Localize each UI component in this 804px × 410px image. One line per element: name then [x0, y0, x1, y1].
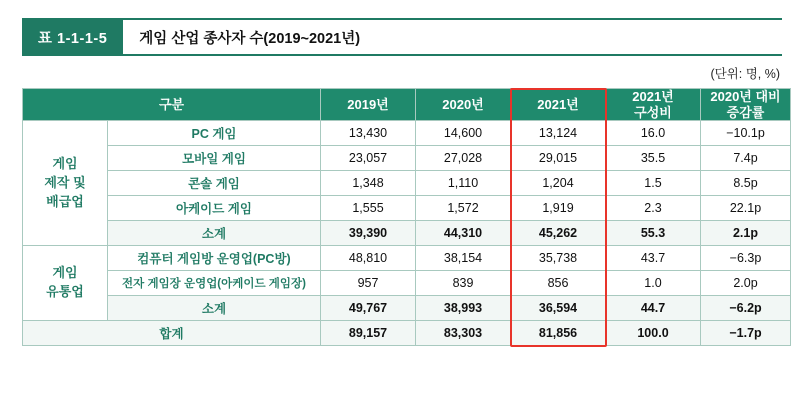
header-change-rate-line1: 2020년 대비 — [710, 89, 781, 104]
cell-2020: 1,110 — [416, 171, 511, 196]
unit-note: (단위: 명, %) — [710, 67, 780, 81]
table-header-row — [23, 89, 791, 121]
table-row-subtotal — [23, 221, 791, 246]
cell-share: 44.7 — [606, 296, 701, 321]
cell-2020: 38,154 — [416, 246, 511, 271]
group-label-line1: 게임 — [52, 265, 78, 281]
cell-2019: 1,555 — [321, 196, 416, 221]
row-label: PC 게임 — [108, 121, 321, 146]
cell-2019: 48,810 — [321, 246, 416, 271]
header-2021-share — [606, 89, 701, 121]
cell-2020: 14,600 — [416, 121, 511, 146]
cell-change: 2.0p — [701, 271, 791, 296]
cell-change: −10.1p — [701, 121, 791, 146]
table-row — [23, 271, 791, 296]
cell-change: 7.4p — [701, 146, 791, 171]
header-category: 구분 — [23, 89, 321, 121]
cell-2021: 36,594 — [511, 296, 606, 321]
cell-2021: 13,124 — [511, 121, 606, 146]
cell-2019: 89,157 — [321, 321, 416, 346]
cell-change: 8.5p — [701, 171, 791, 196]
table-row-total — [23, 321, 791, 346]
cell-share: 2.3 — [606, 196, 701, 221]
table-title: 게임 산업 종사자 수(2019~2021년) — [139, 30, 361, 47]
cell-2019: 13,430 — [321, 121, 416, 146]
row-label: 모바일 게임 — [108, 146, 321, 171]
group-label-line2: 유통업 — [46, 284, 84, 300]
employment-table — [22, 88, 791, 346]
cell-2020: 1,572 — [416, 196, 511, 221]
cell-2020: 83,303 — [416, 321, 511, 346]
cell-2021: 29,015 — [511, 146, 606, 171]
cell-change: 2.1p — [701, 221, 791, 246]
header-change-rate — [701, 89, 791, 121]
cell-2020: 44,310 — [416, 221, 511, 246]
cell-2019: 957 — [321, 271, 416, 296]
cell-share: 43.7 — [606, 246, 701, 271]
cell-2019: 49,767 — [321, 296, 416, 321]
header-2021-share-line2: 구성비 — [634, 104, 672, 120]
row-label-total: 합계 — [23, 321, 321, 346]
cell-2019: 1,348 — [321, 171, 416, 196]
group-label-line1: 게임 — [52, 155, 78, 171]
cell-share: 1.5 — [606, 171, 701, 196]
cell-2020: 38,993 — [416, 296, 511, 321]
table-row — [23, 121, 791, 146]
cell-2021: 1,919 — [511, 196, 606, 221]
row-label: 컴퓨터 게임방 운영업(PC방) — [108, 246, 321, 271]
table-row — [23, 146, 791, 171]
cell-change: −1.7p — [701, 321, 791, 346]
group-label-line2: 제작 및 — [44, 174, 86, 190]
cell-2020: 839 — [416, 271, 511, 296]
cell-change: −6.3p — [701, 246, 791, 271]
cell-share: 35.5 — [606, 146, 701, 171]
group-label-production — [23, 121, 108, 246]
group-label-line3: 배급업 — [46, 193, 84, 209]
cell-2020: 27,028 — [416, 146, 511, 171]
header-2019: 2019년 — [321, 89, 416, 121]
cell-2019: 39,390 — [321, 221, 416, 246]
header-2021-share-line1: 2021년 — [632, 89, 674, 104]
header-2021: 2021년 — [511, 89, 606, 121]
cell-2021: 856 — [511, 271, 606, 296]
table-row — [23, 246, 791, 271]
header-2020: 2020년 — [416, 89, 511, 121]
header-change-rate-line2: 증감률 — [726, 104, 765, 120]
cell-change: −6.2p — [701, 296, 791, 321]
cell-2021: 1,204 — [511, 171, 606, 196]
cell-change: 22.1p — [701, 196, 791, 221]
row-label: 소계 — [108, 221, 321, 246]
row-label: 소계 — [108, 296, 321, 321]
cell-share: 100.0 — [606, 321, 701, 346]
table-caption-bar — [22, 18, 782, 56]
row-label: 콘솔 게임 — [108, 171, 321, 196]
cell-share: 1.0 — [606, 271, 701, 296]
group-label-distribution — [23, 246, 108, 321]
table-row — [23, 196, 791, 221]
cell-2021: 35,738 — [511, 246, 606, 271]
row-label: 전자 게임장 운영업(아케이드 게임장) — [108, 271, 321, 296]
row-label: 아케이드 게임 — [108, 196, 321, 221]
table-row — [23, 171, 791, 196]
cell-2021: 81,856 — [511, 321, 606, 346]
table-row-subtotal — [23, 296, 791, 321]
cell-2021: 45,262 — [511, 221, 606, 246]
cell-share: 16.0 — [606, 121, 701, 146]
cell-share: 55.3 — [606, 221, 701, 246]
table-number-tag: 표 1-1-1-5 — [22, 20, 123, 54]
cell-2019: 23,057 — [321, 146, 416, 171]
